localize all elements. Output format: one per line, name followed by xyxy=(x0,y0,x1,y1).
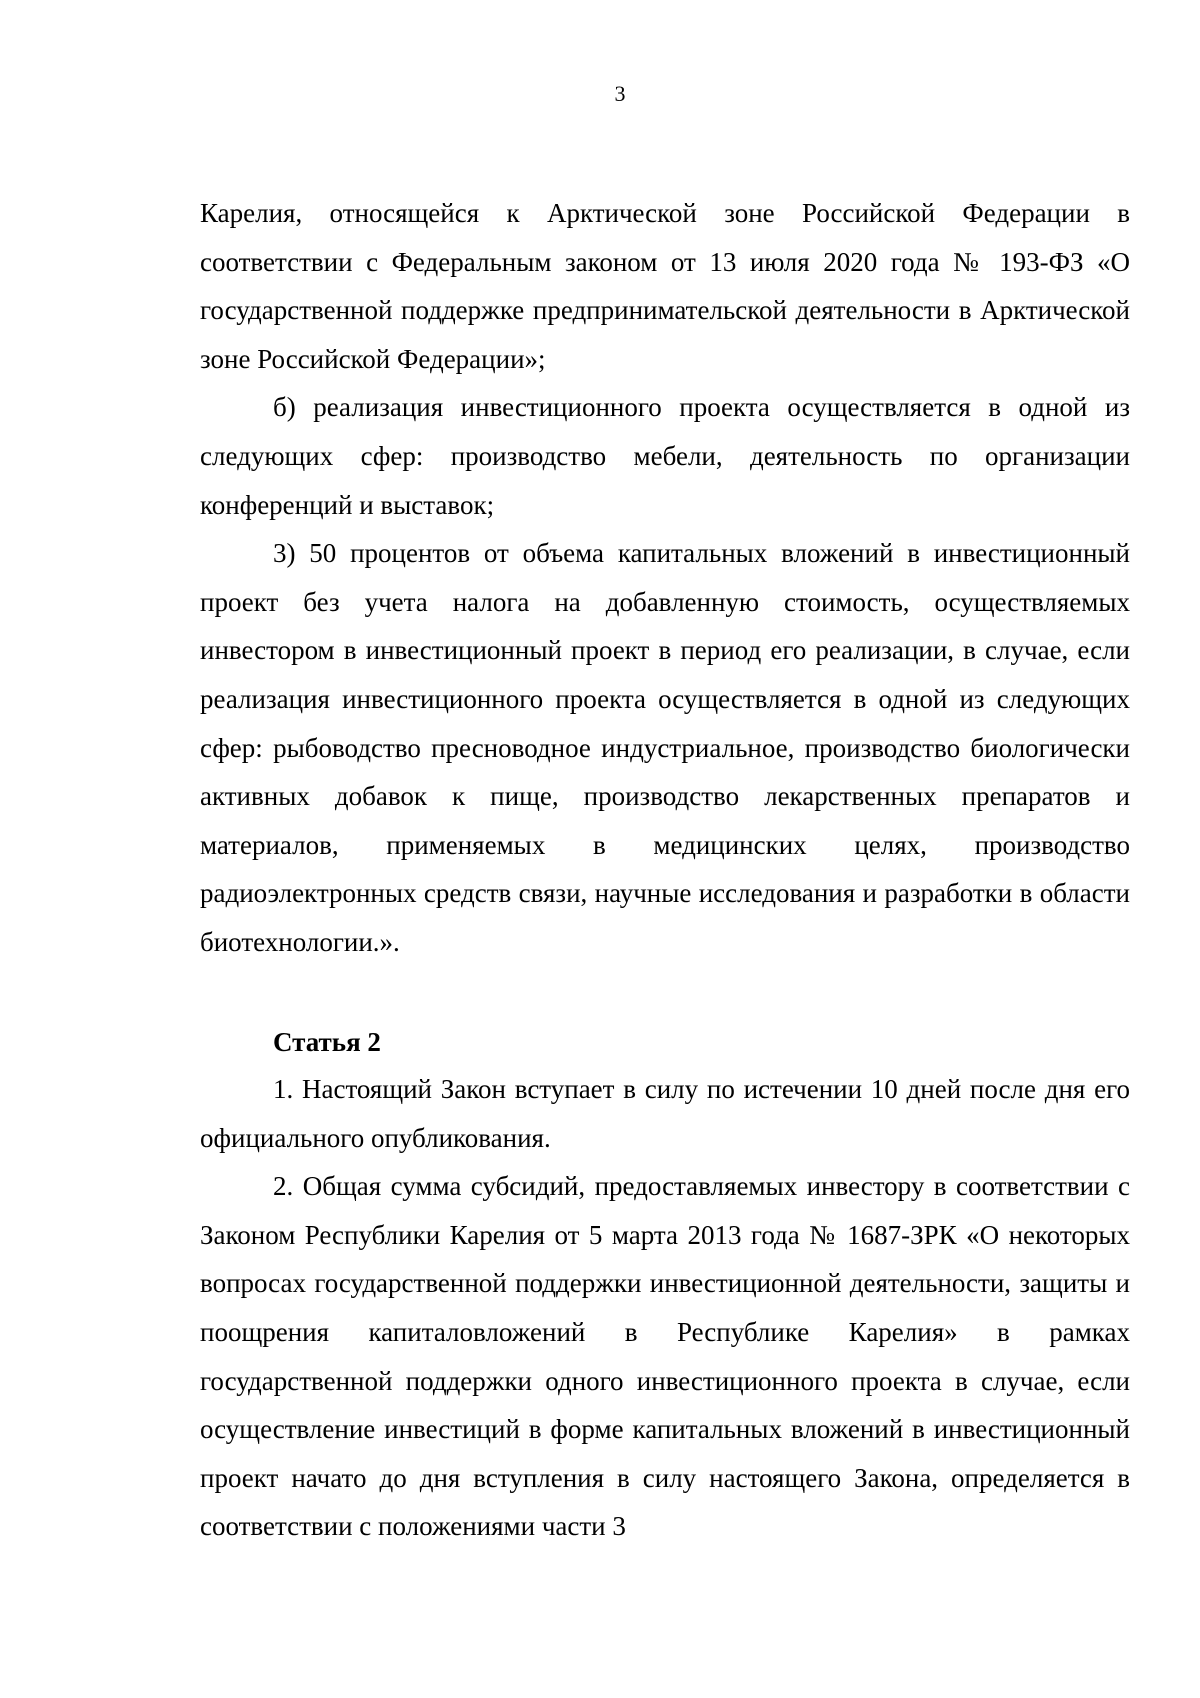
article-heading: Статья 2 xyxy=(273,1027,381,1057)
body-text-top xyxy=(200,189,1130,967)
paragraph-item-b: б) реализация инвестиционного проекта осуществляется в одной из следующих сфер: производство мебели, деятельность по организации конференций и выставок; xyxy=(200,392,1130,520)
paragraph-item-3: 3) 50 процентов от объема капитальных вложений в инвестиционный проект без учета налога на добавленную стоимость, осуществляемых инвестором в инвестиционный проект в период его реализации, в случае, если реализация инвестиционного проекта осуществляется в одной из следующих сфер: рыбоводство пресноводное индустриальное, производство биологически активных добавок к пище, производство лекарственных препаратов и материалов, применяемых в медицинских целях, производство радиоэлектронных средств связи, научные исследования и разработки в области биотехнологии.». xyxy=(200,538,1130,957)
paragraph-continuation: Карелия, относящейся к Арктической зоне Российской Федерации в соответствии с Федеральным законом от 13 июля 2020 года № 193-ФЗ «О государственной поддержке предпринимательской деятельности в Арктической зоне Российской Федерации»; xyxy=(200,198,1130,374)
body-text-article xyxy=(200,1065,1130,1551)
paragraph-article-2: 2. Общая сумма субсидий, предоставляемых инвестору в соответствии с Законом Республики Карелия от 5 марта 2013 года № 1687-ЗРК «О некоторых вопросах государственной поддержки инвестиционной деятельности, защиты и поощрения капиталовложений в Республике Карелия» в рамках государственной поддержки одного инвестиционного проекта в случае, если осуществление инвестиций в форме капитальных вложений в инвестиционный проект начато до дня вступления в силу настоящего Закона, определяется в соответствии с положениями части 3 xyxy=(200,1171,1130,1542)
page-number: 3 xyxy=(614,81,626,106)
paragraph-article-1: 1. Настоящий Закон вступает в силу по истечении 10 дней после дня его официального опубликования. xyxy=(200,1074,1130,1153)
